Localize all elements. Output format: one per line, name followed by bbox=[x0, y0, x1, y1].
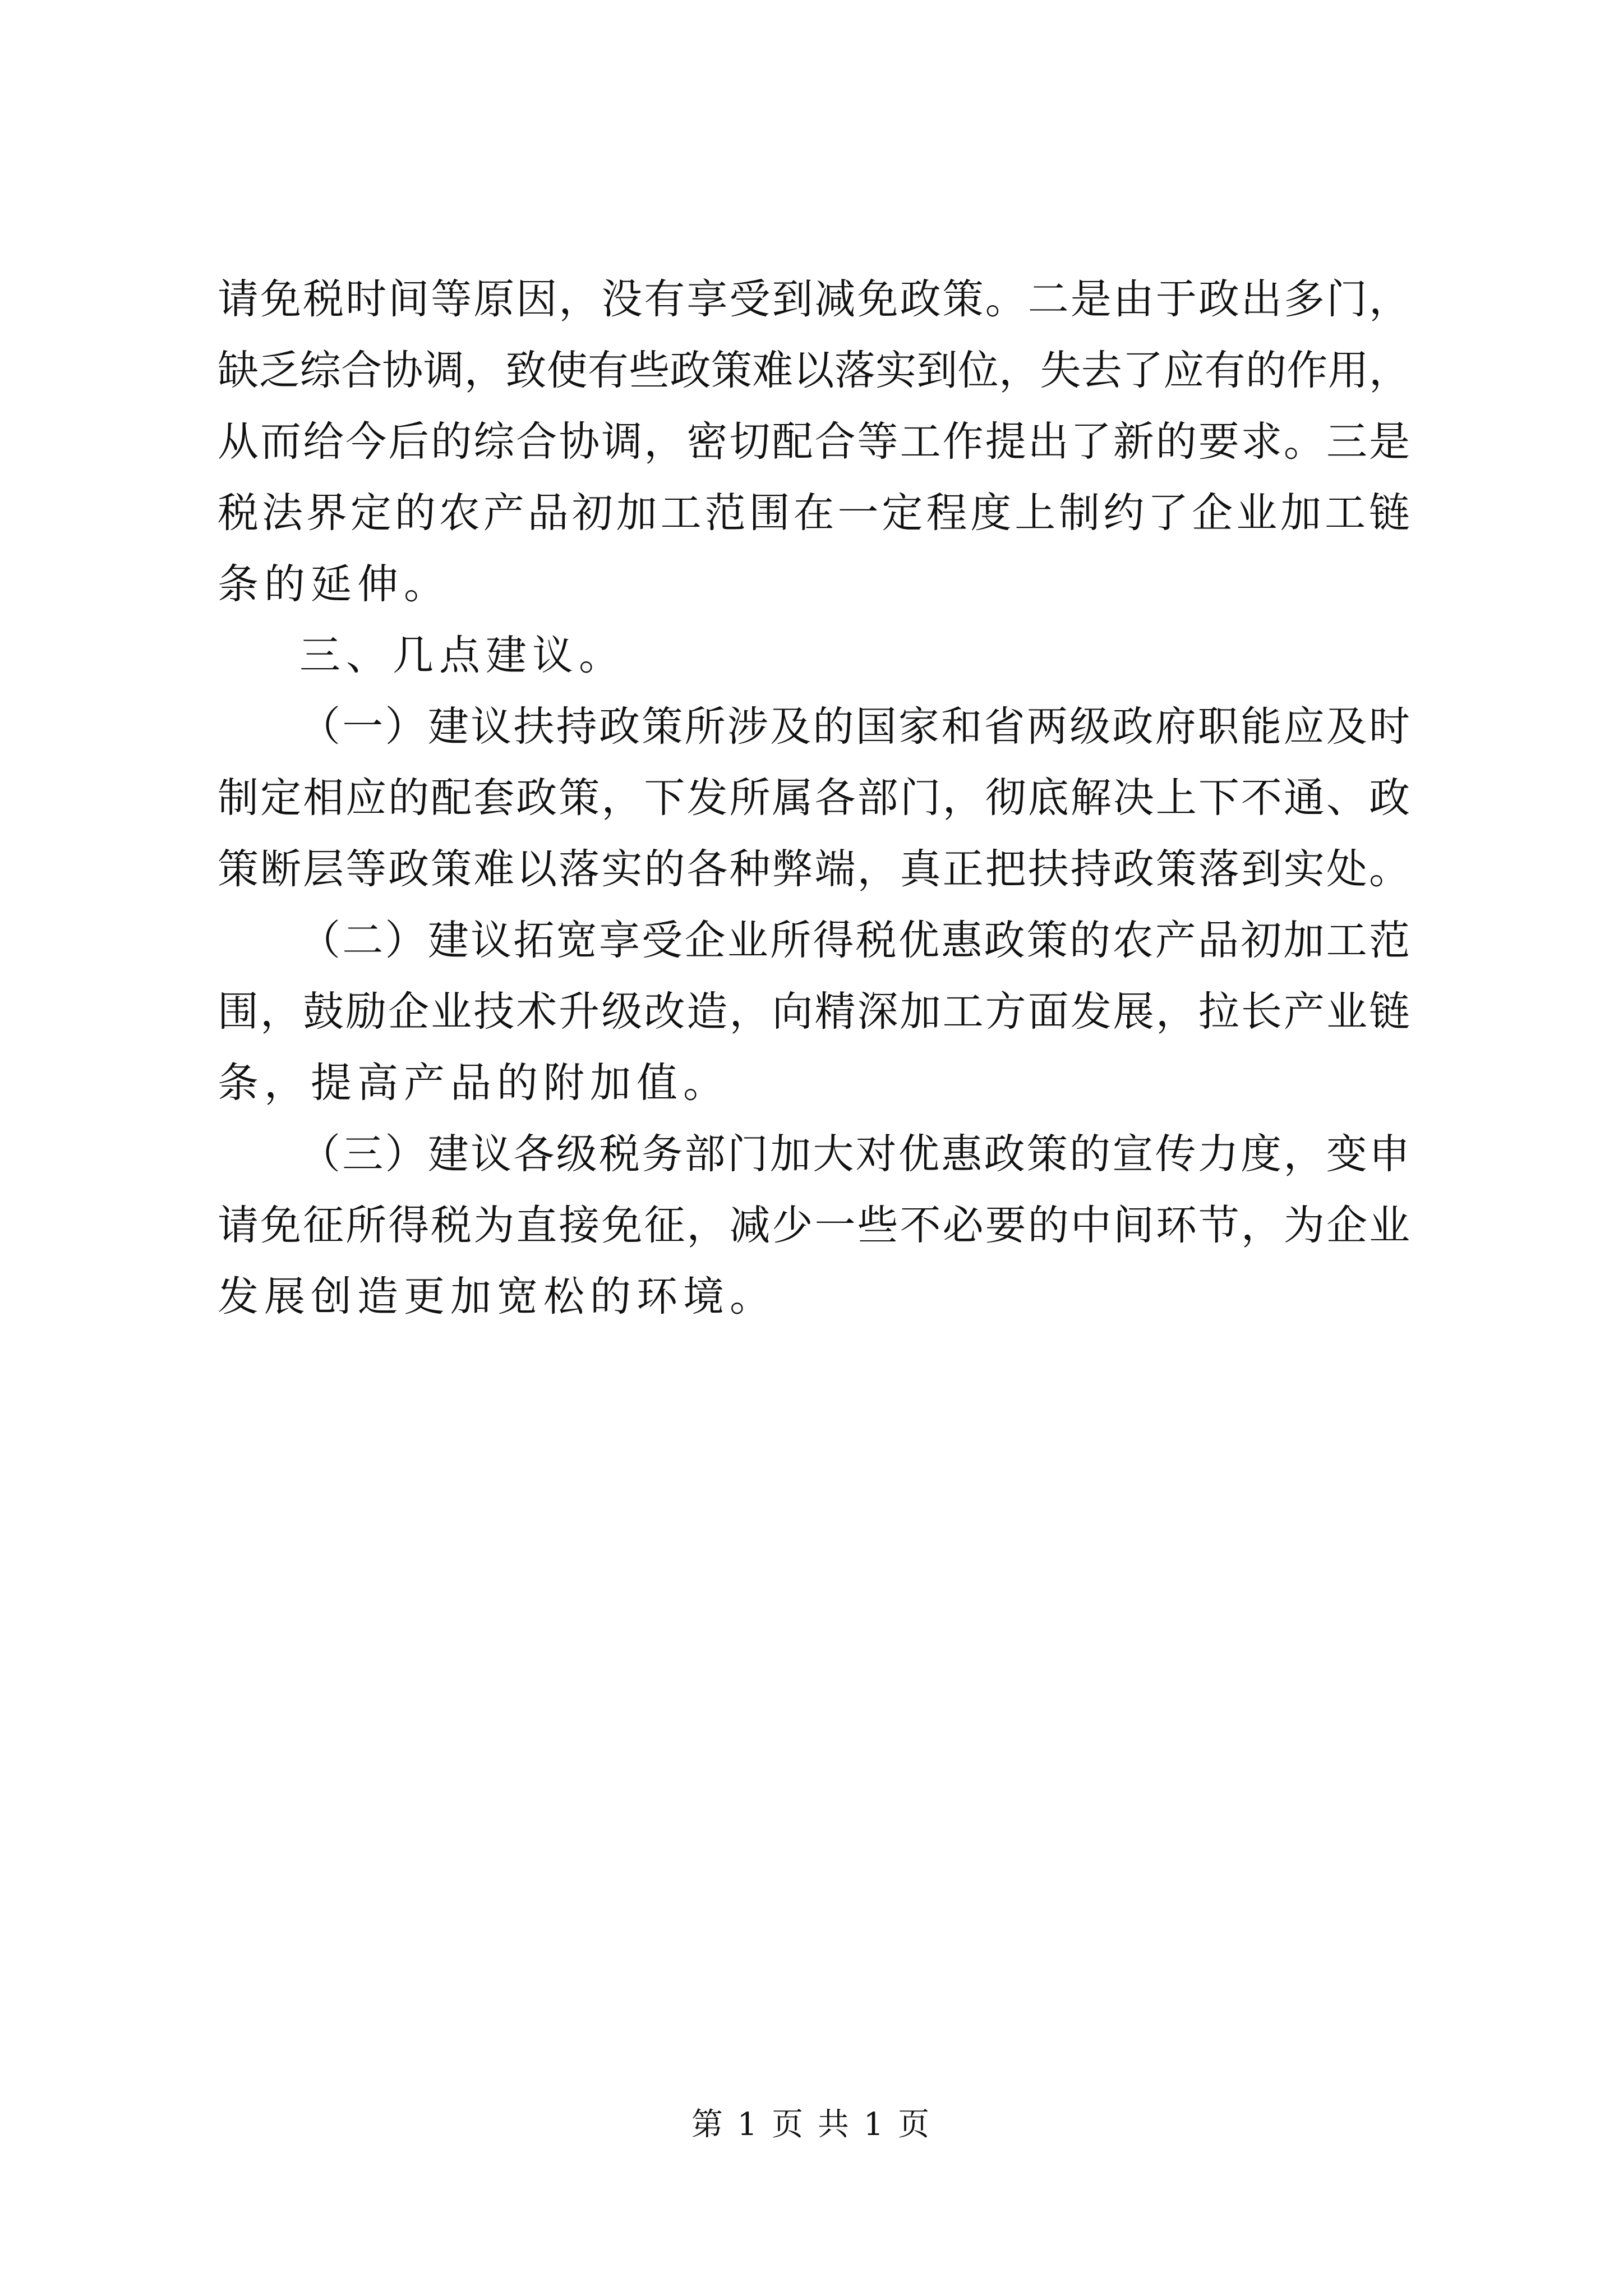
section-heading: 三、几点建议。 bbox=[299, 632, 625, 679]
text-line: 策断层等政策难以落实的各种弊端，真正把扶持政策落到实处。 bbox=[218, 845, 1410, 893]
text-line: 条，提高产品的附加值。 bbox=[218, 1059, 730, 1107]
text-line: 制定相应的配套政策，下发所属各部门，彻底解决上下不通、政 bbox=[218, 774, 1410, 822]
text-line: 围，鼓励企业技术升级改造，向精深加工方面发展，拉长产业链 bbox=[218, 988, 1410, 1036]
text-line: 发展创造更加宽松的环境。 bbox=[218, 1273, 776, 1320]
text-line: 请免征所得税为直接免征，减少一些不必要的中间环节，为企业 bbox=[218, 1202, 1410, 1249]
text-line: 条的延伸。 bbox=[218, 560, 450, 608]
text-line: 从而给今后的综合协调，密切配合等工作提出了新的要求。三是 bbox=[218, 418, 1410, 466]
text-line: （三）建议各级税务部门加大对优惠政策的宣传力度，变申 bbox=[299, 1130, 1410, 1178]
text-line: 缺乏综合协调，致使有些政策难以落实到位，失去了应有的作用， bbox=[218, 347, 1410, 394]
document-body bbox=[218, 264, 1410, 1332]
page-number-footer: 第 1 页 共 1 页 bbox=[691, 2106, 932, 2143]
text-line: （二）建议拓宽享受企业所得税优惠政策的农产品初加工范 bbox=[299, 917, 1410, 964]
text-line: 税法界定的农产品初加工范围在一定程度上制约了企业加工链 bbox=[218, 489, 1410, 537]
text-line: 请免税时间等原因，没有享受到减免政策。二是由于政出多门， bbox=[218, 275, 1410, 323]
text-line: （一）建议扶持政策所涉及的国家和省两级政府职能应及时 bbox=[299, 703, 1410, 751]
